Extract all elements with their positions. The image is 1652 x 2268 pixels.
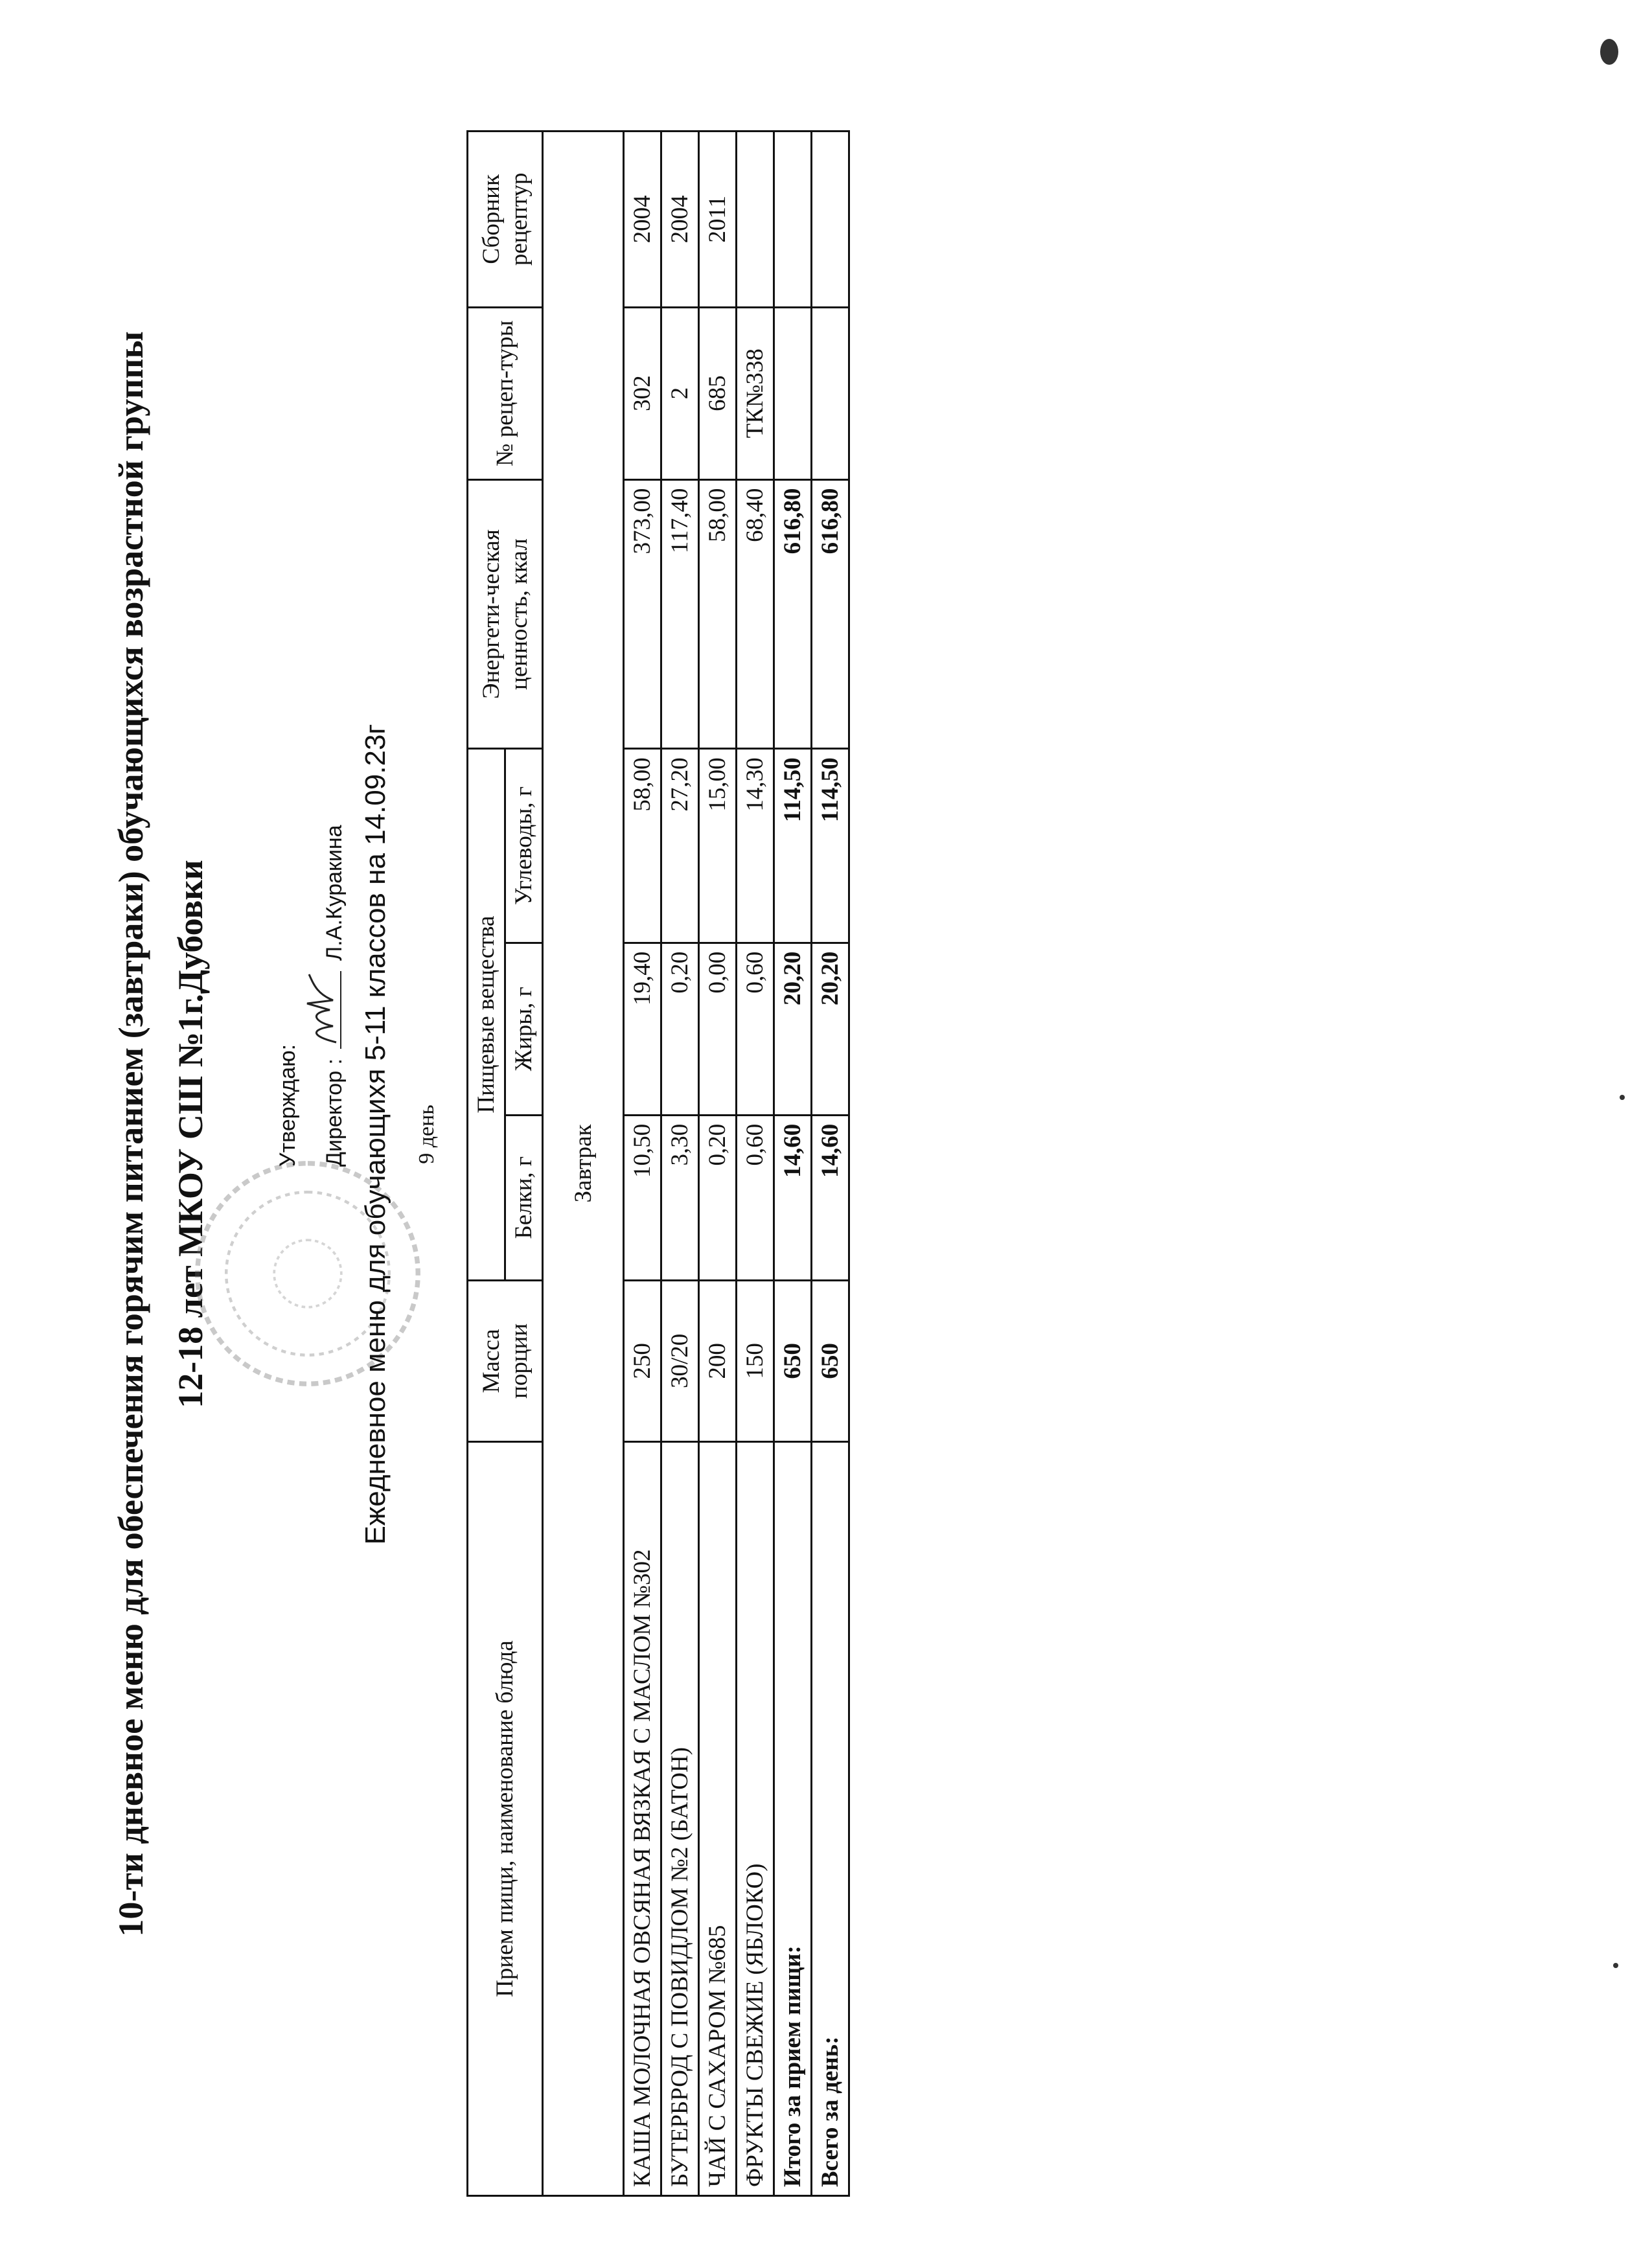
dish-name: ЧАЙ С САХАРОМ №685 [699, 1442, 737, 2196]
dish-carbs: 58,00 [624, 749, 661, 943]
empty-cell [812, 132, 849, 308]
dish-carbs: 14,30 [737, 749, 774, 943]
day-total-energy: 616,80 [812, 479, 849, 749]
dish-collection: 2004 [661, 132, 699, 308]
meal-total-carbs: 114,50 [774, 749, 812, 943]
header-collection: Сборник рецептур [468, 132, 543, 308]
table-row [661, 132, 699, 2196]
dish-collection [737, 132, 774, 308]
header-mass: Масса порции [468, 1280, 543, 1441]
meal-total-fat: 20,20 [774, 943, 812, 1115]
header-nutrients: Пищевые вещества [468, 749, 505, 1280]
meal-total-energy: 616,80 [774, 479, 812, 749]
menu-table [466, 130, 850, 2197]
dish-name: БУТЕРБРОД С ПОВИДЛОМ №2 (БАТОН) [661, 1442, 699, 2196]
empty-cell [774, 132, 812, 308]
dish-protein: 0,20 [699, 1115, 737, 1280]
director-label: Директор : [322, 1059, 347, 1167]
dish-protein: 0,60 [737, 1115, 774, 1280]
table-row [699, 132, 737, 2196]
dish-name: ФРУКТЫ СВЕЖИЕ (ЯБЛОКО) [737, 1442, 774, 2196]
header-energy: Энергети-ческая ценность, ккал [468, 479, 543, 749]
scan-speck-icon [1620, 1095, 1625, 1100]
header-protein: Белки, г [505, 1115, 543, 1280]
header-row-1 [468, 132, 505, 2196]
meal-total-label: Итого за прием пищи: [774, 1442, 812, 2196]
meal-label: Завтрак [543, 132, 624, 2196]
dish-mass: 250 [624, 1280, 661, 1441]
day-total-protein: 14,60 [812, 1115, 849, 1280]
dish-protein: 10,50 [624, 1115, 661, 1280]
header-carbs: Углеводы, г [505, 749, 543, 943]
document-title-line1: 10-ти дневное меню для обеспечения горячим питанием (завтраки) обучающихся возрастной группы [111, 331, 150, 1937]
dish-energy: 373,00 [624, 479, 661, 749]
meal-total-row [774, 132, 812, 2196]
dish-recipe: 302 [624, 307, 661, 479]
dish-carbs: 15,00 [699, 749, 737, 943]
dish-energy: 68,40 [737, 479, 774, 749]
director-line [304, 825, 350, 1167]
approval-label: Утверждаю: [275, 1044, 300, 1167]
dish-fat: 0,60 [737, 943, 774, 1115]
dish-energy: 117,40 [661, 479, 699, 749]
document-title-line2: 12-18 лет МКОУ СШ №1г.Дубовки [171, 860, 210, 1408]
meal-section-row [543, 132, 624, 2196]
dish-energy: 58,00 [699, 479, 737, 749]
dish-recipe: 685 [699, 307, 737, 479]
dish-recipe: ТК№338 [737, 307, 774, 479]
day-total-carbs: 114,50 [812, 749, 849, 943]
day-label: 9 день [415, 1105, 439, 1164]
header-dish: Прием пищи, наименование блюда [468, 1442, 543, 2196]
day-total-fat: 20,20 [812, 943, 849, 1115]
header-recipe-no: № рецеп-туры [468, 307, 543, 479]
empty-cell [812, 307, 849, 479]
header-fat: Жиры, г [505, 943, 543, 1115]
dish-collection: 2004 [624, 132, 661, 308]
dish-mass: 150 [737, 1280, 774, 1441]
director-name: Л.А.Куракина [322, 825, 347, 961]
signature-icon [304, 971, 341, 1049]
dish-mass: 200 [699, 1280, 737, 1441]
approval-block [272, 825, 351, 1167]
empty-cell [774, 307, 812, 479]
dish-fat: 19,40 [624, 943, 661, 1115]
meal-total-mass: 650 [774, 1280, 812, 1441]
table-row [624, 132, 661, 2196]
day-total-mass: 650 [812, 1280, 849, 1441]
day-total-row [812, 132, 849, 2196]
dish-mass: 30/20 [661, 1280, 699, 1441]
dish-carbs: 27,20 [661, 749, 699, 943]
meal-total-protein: 14,60 [774, 1115, 812, 1280]
table-row [737, 132, 774, 2196]
scan-speck-icon [1613, 1963, 1618, 1968]
day-total-label: Всего за день: [812, 1442, 849, 2196]
dish-recipe: 2 [661, 307, 699, 479]
dish-fat: 0,20 [661, 943, 699, 1115]
scan-speck-icon [1600, 39, 1618, 65]
dish-protein: 3,30 [661, 1115, 699, 1280]
dish-collection: 2011 [699, 132, 737, 308]
dish-fat: 0,00 [699, 943, 737, 1115]
menu-subtitle: Ежедневное меню для обучающихя 5-11 классов на 14.09.23г [360, 724, 391, 1545]
dish-name: КАША МОЛОЧНАЯ ОВСЯНАЯ ВЯЗКАЯ С МАСЛОМ №302 [624, 1442, 661, 2196]
